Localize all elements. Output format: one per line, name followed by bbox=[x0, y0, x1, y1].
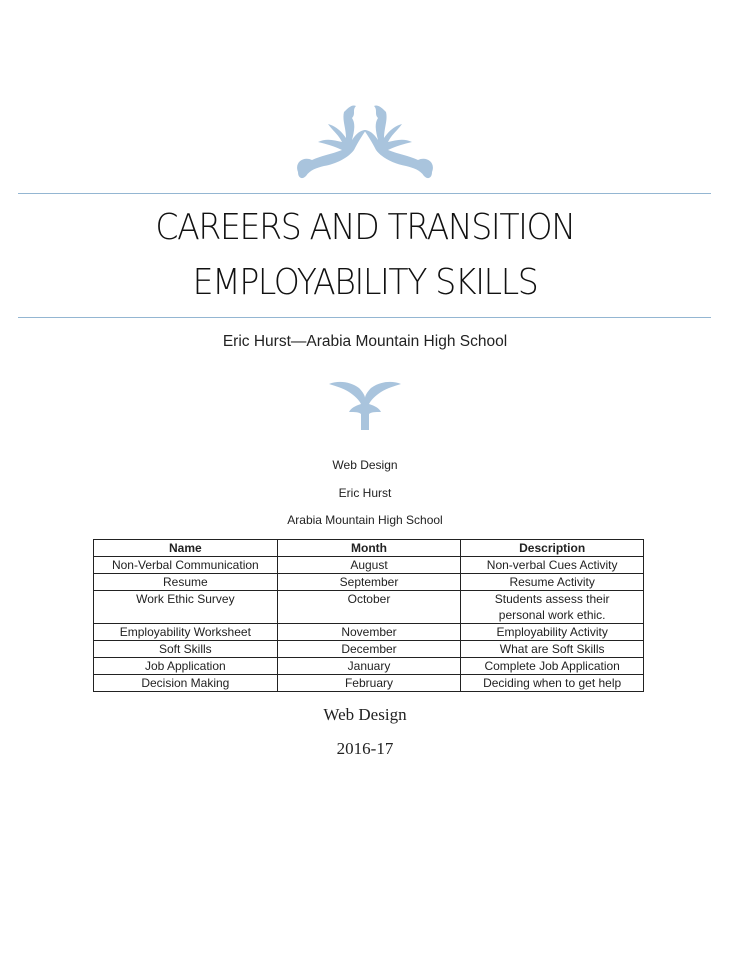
cell-name: Employability Worksheet bbox=[94, 624, 278, 641]
table-row bbox=[94, 641, 644, 658]
title-line-1: CAREERS AND TRANSITION bbox=[155, 207, 575, 248]
footer-year: 2016-17 bbox=[336, 739, 394, 758]
table-row bbox=[94, 574, 644, 591]
cell-month: November bbox=[277, 624, 461, 641]
cell-description: Employability Activity bbox=[461, 624, 644, 641]
bottom-divider-rule bbox=[18, 317, 711, 318]
cell-month: October bbox=[277, 591, 461, 624]
cell-name: Job Application bbox=[94, 658, 278, 675]
cell-month: August bbox=[277, 557, 461, 574]
cell-description: Non-verbal Cues Activity bbox=[461, 557, 644, 574]
column-header-month: Month bbox=[277, 540, 461, 557]
cell-description: Students assess their personal work ethic. bbox=[461, 591, 644, 624]
footer-course: Web Design bbox=[323, 705, 407, 724]
cell-description: Resume Activity bbox=[461, 574, 644, 591]
teacher-name: Eric Hurst bbox=[338, 486, 392, 500]
school-name: Arabia Mountain High School bbox=[287, 513, 443, 527]
cell-month: February bbox=[277, 675, 461, 692]
cell-description: What are Soft Skills bbox=[461, 641, 644, 658]
cell-month: September bbox=[277, 574, 461, 591]
column-header-name: Name bbox=[94, 540, 278, 557]
cell-month: January bbox=[277, 658, 461, 675]
table-row bbox=[94, 658, 644, 675]
cell-description: Complete Job Application bbox=[461, 658, 644, 675]
cell-name: Work Ethic Survey bbox=[94, 591, 278, 624]
table-row bbox=[94, 624, 644, 641]
table-row bbox=[94, 557, 644, 574]
schedule-table bbox=[93, 539, 644, 692]
cell-month: December bbox=[277, 641, 461, 658]
table-header-row bbox=[94, 540, 644, 557]
column-header-description: Description bbox=[461, 540, 644, 557]
fleuron-icon bbox=[325, 378, 405, 433]
cell-name: Non-Verbal Communication bbox=[94, 557, 278, 574]
cell-name: Soft Skills bbox=[94, 641, 278, 658]
table-row bbox=[94, 675, 644, 692]
cell-name: Decision Making bbox=[94, 675, 278, 692]
top-divider-rule bbox=[18, 193, 711, 194]
table-row bbox=[94, 591, 644, 624]
course-name: Web Design bbox=[332, 458, 398, 472]
author-subtitle: Eric Hurst—Arabia Mountain High School bbox=[222, 333, 508, 350]
floral-flourish-icon bbox=[290, 100, 440, 185]
title-line-2: EMPLOYABILITY SKILLS bbox=[192, 262, 538, 303]
cell-name: Resume bbox=[94, 574, 278, 591]
cell-description: Deciding when to get help bbox=[461, 675, 644, 692]
